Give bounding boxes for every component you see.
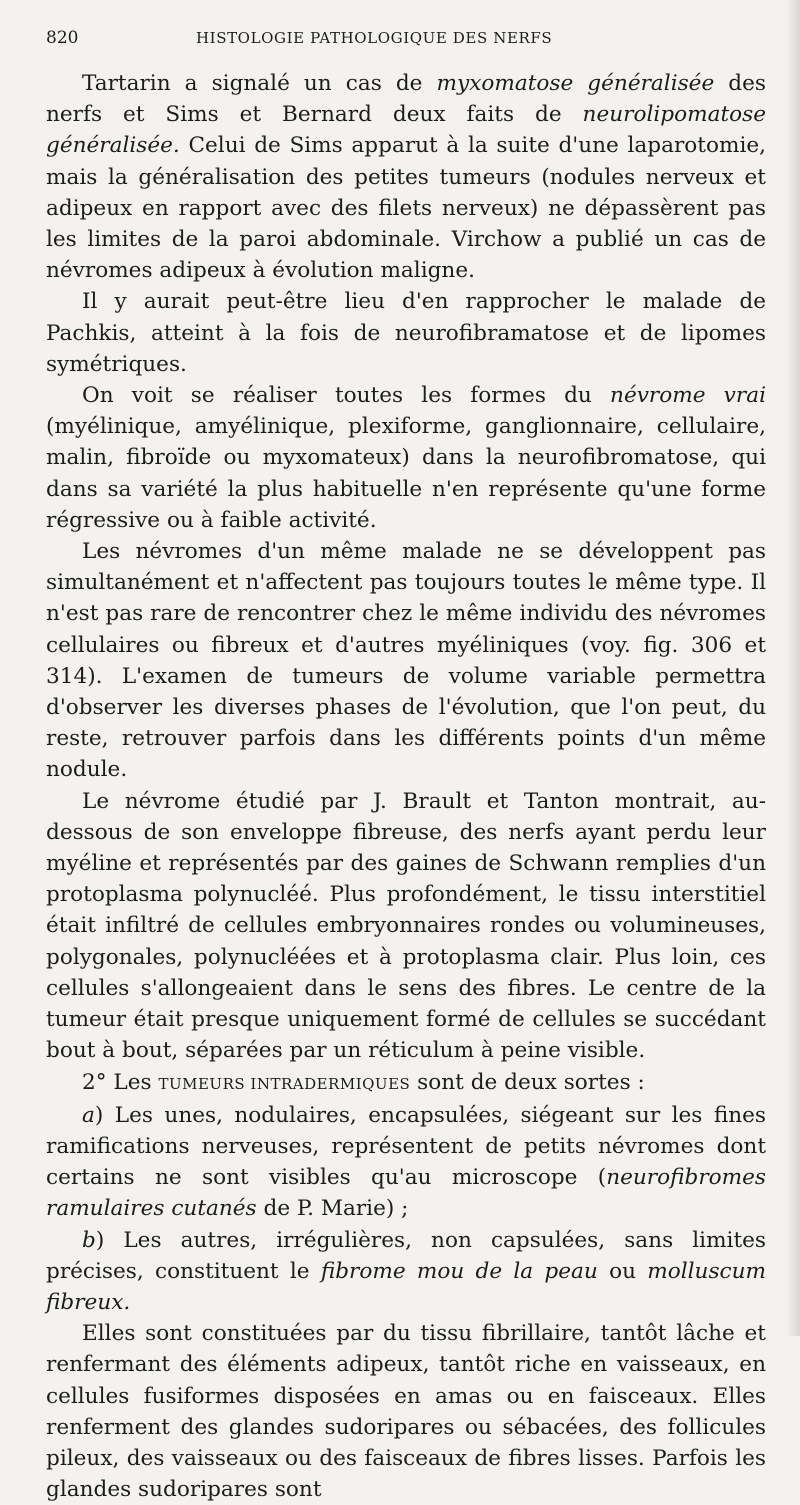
paragraph-7: a) Les unes, nodulaires, encapsulées, siégeant sur les fines ramifications nerveuses, représentent de petits névromes dont certains ne sont visibles qu'au microscope (neurofibromes ramulaires cutanés de P. Marie) ; <box>46 1102 766 1222</box>
page-number: 820 <box>46 28 79 48</box>
running-title: HISTOLOGIE PATHOLOGIQUE DES NERFS <box>196 29 553 47</box>
paragraph-1: Tartarin a signalé un cas de myxomatose généralisée des nerfs et Sims et Bernard deux faits de neurolipomatose généralisée. Celui de Sims apparut à la suite d'une laparotomie, mais la généralisation des petites tumeurs (nodules nerveux et adipeux en rapport avec des filets nerveux) ne dépassèrent pas les limites de la paroi abdominale. Virchow a publié un cas de névromes adipeux à évolution maligne. <box>46 71 766 284</box>
paragraph-2: Il y aurait peut-être lieu d'en rapprocher le malade de Pachkis, atteint à la fois de neurofibramatose et de lipomes symétriques. <box>46 289 766 377</box>
paragraph-3: On voit se réaliser toutes les formes du névrome vrai (myélinique, amyélinique, plexiforme, ganglionnaire, cellulaire, malin, fibroïde ou myxomateux) dans la neurofibromatose, qui dans sa variété la plus habituelle n'en représente qu'une forme régressive ou à faible activité. <box>46 383 766 533</box>
page-edge-shadow <box>786 0 800 1336</box>
paragraph-6: 2° Les TUMEURS INTRADERMIQUES sont de deux sortes : <box>82 1069 645 1095</box>
paragraph-8: b) Les autres, irrégulières, non capsulées, sans limites précises, constituent le fibrome mou de la peau ou molluscum fibreux. <box>46 1227 767 1315</box>
paragraph-9: Elles sont constituées par du tissu fibrillaire, tantôt lâche et renfermant des éléments adipeux, tantôt riche en vaisseaux, en cellules fusiformes disposées en amas ou en faisceaux. Elles renferment des glandes sudoripares ou sébacées, des follicules pileux, des vaisseaux ou des faisceaux de fibres lisses. Parfois les glandes sudoripares sont <box>46 1321 766 1503</box>
paragraph-4: Les névromes d'un même malade ne se développent pas simultanément et n'affectent pas toujours toutes le même type. Il n'est pas rare de rencontrer chez le même individu des névromes cellulaires ou fibreux et d'autres myéliniques (voy. fig. 306 et 314). L'examen de tumeurs de volume variable permettra d'observer les diverses phases de l'évolution, que l'on peut, du reste, retrouver parfois dans les différents points d'un même nodule. <box>46 539 766 783</box>
page-header <box>46 28 766 62</box>
paragraph-5: Le névrome étudié par J. Brault et Tanton montrait, au-dessous de son enveloppe fibreuse, des nerfs ayant perdu leur myéline et représentés par des gaines de Schwann remplies d'un protoplasma polynucléé. Plus profondément, le tissu interstitiel était infiltré de cellules embryonnaires rondes ou volumineuses, polygonales, polynucléées et à protoplasma clair. Plus loin, ces cellules s'allongeaient dans le sens des fibres. Le centre de la tumeur était presque uniquement formé de cellules se succédant bout à bout, séparées par un réticulum à peine visible. <box>46 788 766 1064</box>
body-text <box>46 68 766 1505</box>
